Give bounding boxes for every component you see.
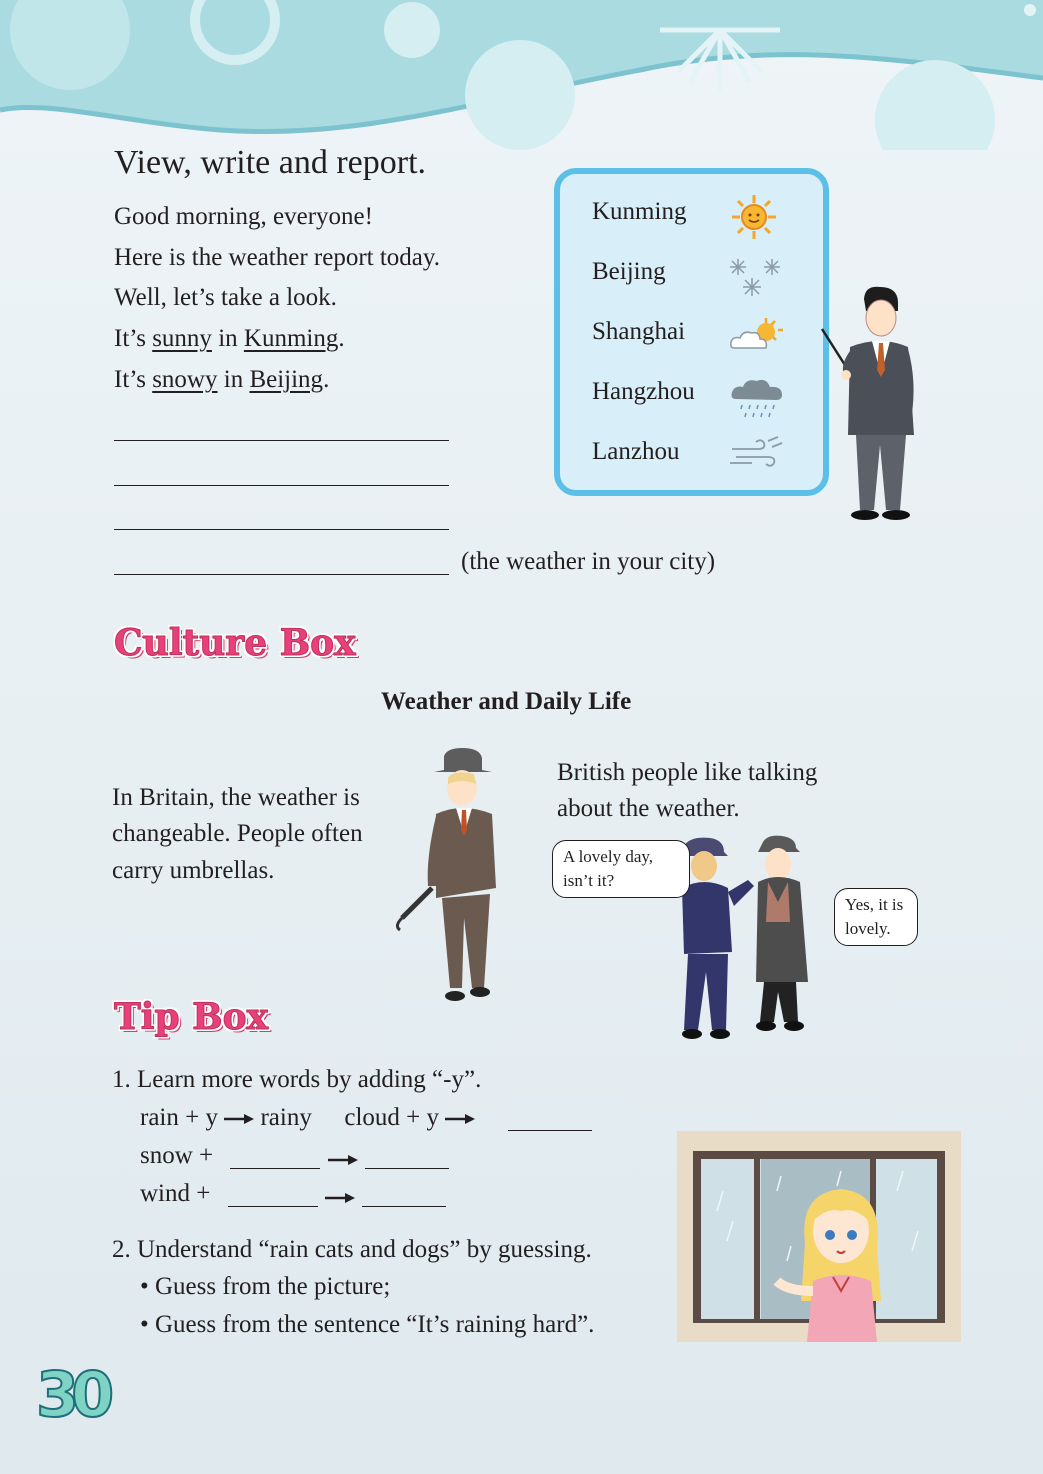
example-end: . (323, 366, 330, 393)
tip-snow-plus: snow + (140, 1142, 214, 1169)
tip-blank-cloudy[interactable] (508, 1130, 592, 1131)
answer-blank-1[interactable] (114, 440, 449, 441)
example-mid: in (217, 366, 250, 393)
tip-row-1 (140, 1104, 475, 1132)
tip-wind-plus: wind + (140, 1180, 211, 1207)
girl-at-window-illustration (677, 1131, 961, 1342)
arrow-icon (445, 1114, 475, 1124)
culture-left-2: changeable. People often (112, 820, 363, 847)
your-city-hint: (the weather in your city) (461, 548, 716, 575)
report-example-1 (114, 325, 345, 353)
city-beijing: Beijing (592, 258, 666, 285)
tip-box-heading: Tip Box (114, 996, 269, 1038)
report-line-1: Good morning, everyone! (114, 203, 373, 230)
city-hangzhou: Hangzhou (592, 378, 695, 405)
culture-right-1: British people like talking (557, 759, 818, 786)
culture-left-3: carry umbrellas. (112, 857, 275, 884)
tip-rainy: rainy (260, 1104, 312, 1131)
city-kunming: Kunming (592, 198, 687, 225)
city-word: Kunming (243, 325, 339, 352)
tip-cloud-plus-y: cloud + y (344, 1104, 439, 1131)
example-pre: It’s (114, 325, 153, 352)
bubble2-line1: Yes, it is (845, 895, 904, 914)
report-line-2: Here is the weather report today. (114, 244, 441, 271)
example-end: . (338, 325, 345, 352)
tip-blank-windy[interactable] (362, 1206, 446, 1207)
bubble1-line2: isn’t it? (563, 871, 615, 890)
section-title: View, write and report. (114, 144, 427, 181)
weather-word: sunny (152, 325, 212, 352)
speech-bubble-2 (834, 888, 918, 946)
page-number: 30 (36, 1358, 107, 1431)
answer-blank-2[interactable] (114, 485, 449, 486)
wind-icon (728, 435, 784, 471)
man-with-umbrella-illustration (392, 748, 507, 1008)
partly-cloudy-icon (728, 316, 784, 356)
city-shanghai: Shanghai (592, 318, 686, 345)
snow-icon (726, 253, 786, 301)
tip-blank-snow-suffix[interactable] (230, 1168, 320, 1169)
report-line-3: Well, let’s take a look. (114, 284, 337, 311)
tip-item-2: 2. Understand “rain cats and dogs” by guessing. (112, 1236, 592, 1263)
tip-blank-wind-suffix[interactable] (228, 1206, 318, 1207)
culture-box-heading: Culture Box (114, 622, 356, 664)
report-example-2 (114, 366, 329, 394)
tip-row-2 (140, 1142, 213, 1170)
culture-right-2: about the weather. (557, 795, 740, 822)
tip-item-1: 1. Learn more words by adding “-y”. (112, 1066, 482, 1093)
weather-reporter-illustration (810, 285, 920, 530)
answer-blank-4[interactable] (114, 574, 449, 575)
two-men-talking-illustration (668, 832, 828, 1047)
answer-blank-3[interactable] (114, 529, 449, 530)
arrow-icon (328, 1155, 358, 1165)
culture-left-1: In Britain, the weather is (112, 784, 360, 811)
tip-rain-plus-y: rain + y (140, 1104, 218, 1131)
speech-bubble-1 (552, 840, 690, 898)
tip-blank-snowy[interactable] (365, 1168, 449, 1169)
sun-icon (730, 193, 778, 241)
culture-subtitle: Weather and Daily Life (381, 688, 632, 715)
arrow-icon (224, 1114, 254, 1124)
tip-bullet-2: • Guess from the sentence “It’s raining hard”. (140, 1311, 595, 1338)
bubble1-line1: A lovely day, (563, 847, 654, 866)
weather-word: snowy (152, 366, 218, 393)
tip-row-3 (140, 1180, 210, 1208)
city-word: Beijing (249, 366, 324, 393)
rain-cloud-icon (730, 373, 786, 421)
bubble2-line2: lovely. (845, 919, 891, 938)
header-decoration (0, 0, 1043, 150)
tip-bullet-1: • Guess from the picture; (140, 1273, 391, 1300)
city-lanzhou: Lanzhou (592, 438, 680, 465)
example-pre: It’s (114, 366, 153, 393)
example-mid: in (211, 325, 244, 352)
arrow-icon (325, 1193, 355, 1203)
